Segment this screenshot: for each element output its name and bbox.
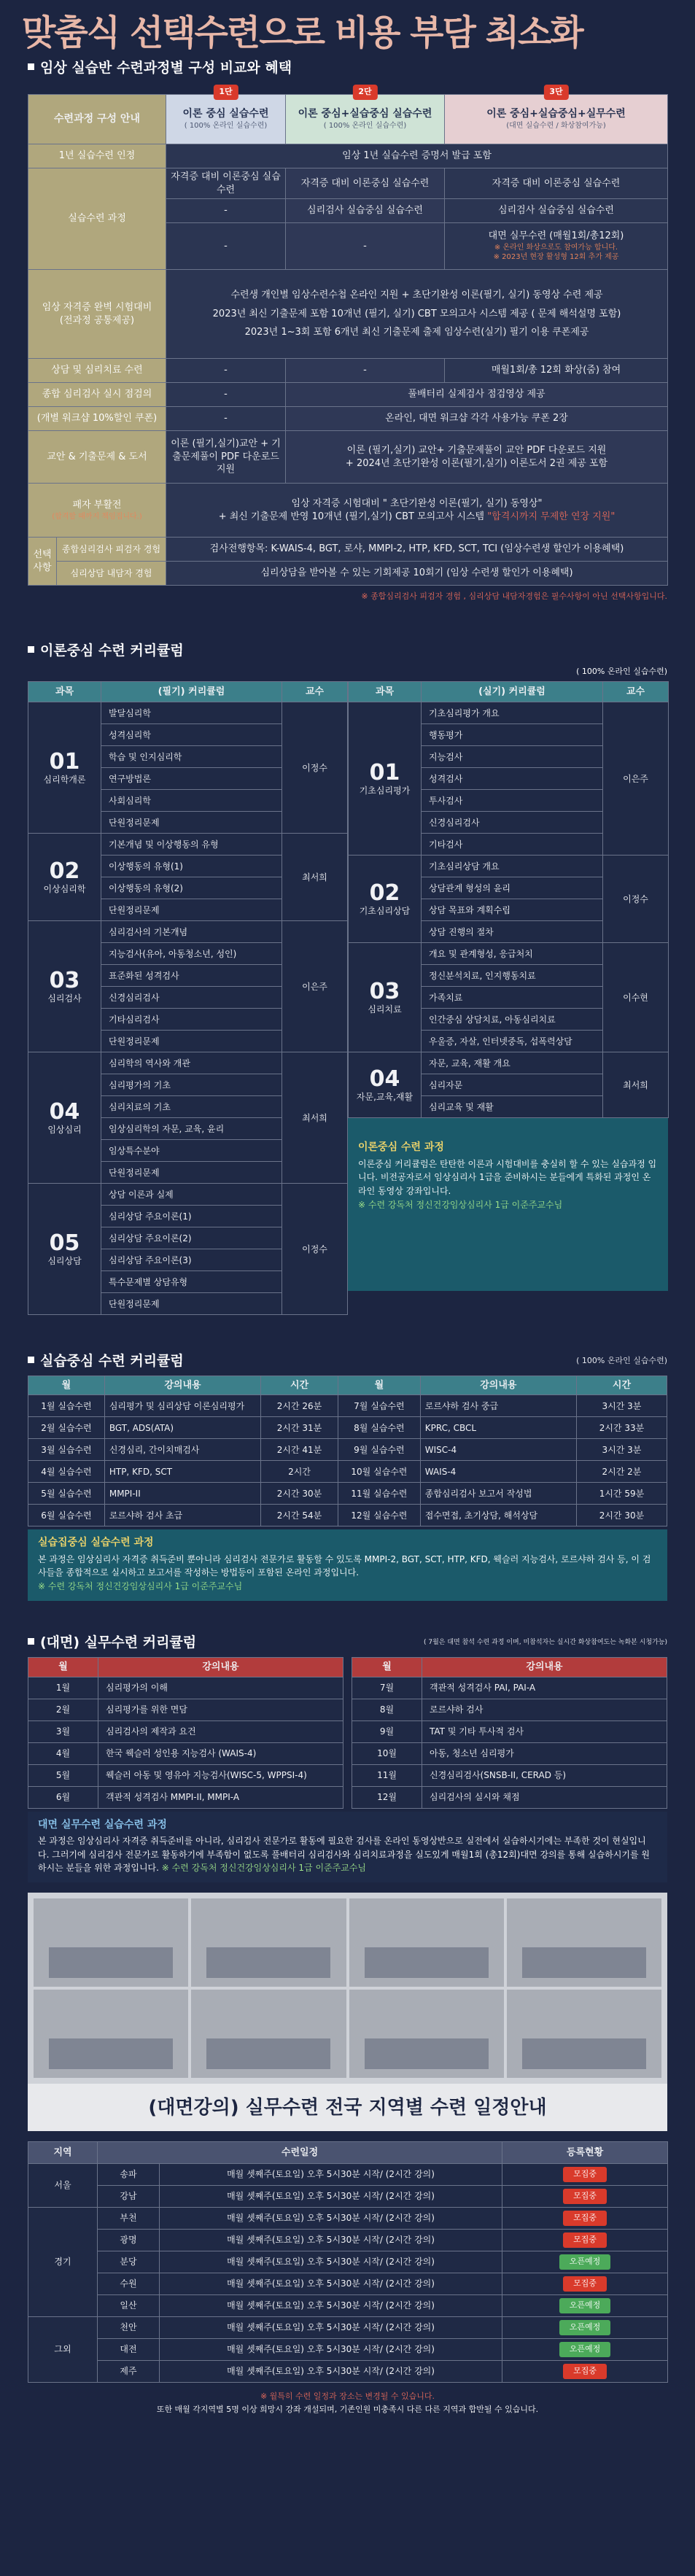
written-curriculum: 과목 (필기) 커리큘럼 교수 01 심리학개론 발달심리학 이정수 성격심리학 학습 및 인지심리학 연구방법론 사회심리학 단원정리문제 02 이상심리학 기본개념 및 이상행동의 유형 최서희 이상행동의 유형(1) 이상행동의 유형(2) 단원정리문제 03 심리검사 심리검사의 기본개념 이은주 지능검사(유아, 아동청소년, 성인) 표준화된 성격검사 신경심리검사 기타심리검사 단원정리문제 04 임상심리 심리학의 역사와 개관 최서희 심리평가의 기초 심리치료의 기초 임상심리학의 자문, 교육, 윤리 임상특수분야 단원정리문제 05 심리상담 상담 이론과 실제 이정수 심리상담 주요이론(1) 심리상담 주요이론(2) 심리상담 주요이론(3) 특수문제별 상담유형 단원정리문제 (28, 681, 348, 1315)
section-title: 이론중심 수련 커리큘럼 (28, 634, 667, 665)
square-bullet-icon (28, 63, 34, 70)
curriculum-item: 성격심리학 (101, 724, 282, 746)
row-header-pass: 패자 부활전 (합격할 때까지 책임집니다.) (28, 484, 166, 538)
curriculum-item: 정신분석치료, 인지행동치료 (422, 965, 603, 987)
table-row (28, 2251, 668, 2273)
status-badge[interactable]: 오픈예정 (559, 2342, 611, 2357)
professor-cell: 이정수 (603, 856, 669, 943)
row-header-book: 교안 & 기출문제 & 도서 (28, 431, 166, 484)
curriculum-item: 심리교육 및 재활 (422, 1096, 603, 1118)
curriculum-item: 임상특수분야 (101, 1140, 282, 1162)
schedule-cell: 매월 셋째주(토요일) 오후 5시30분 시작/ (2시간 강의) (160, 2273, 502, 2295)
schedule-cell: 매월 셋째주(토요일) 오후 5시30분 시작/ (2시간 강의) (160, 2164, 502, 2186)
section-title: 실습중심 수련 커리큘럼 ( 100% 온라인 실습수련) (28, 1344, 667, 1376)
subject-cell: 02 기초심리상담 (349, 856, 422, 943)
professor-cell: 이수현 (603, 943, 669, 1052)
schedule-cell: 매월 셋째주(토요일) 오후 5시30분 시작/ (2시간 강의) (160, 2251, 502, 2273)
curriculum-item: 개요 및 관계형성, 응급처치 (422, 943, 603, 965)
practice-info-box: 실습집중심 실습수련 과정 본 과정은 임상심리사 자격증 취득준비 뿐아니라 심리검사 전문가로 활동할 수 있도록 MMPI-2, BGT, SCT, HTP, KFD, 웩슬러 지능검사, 로르샤하 검사 등, 이 검사들을 종합적으로 실시하고 보고서를 작성하는 방법등이 포함된 온라인 과정입니다. ※ 수련 강독처 정신건강임상심리사 1급 이준주교수님 (28, 1529, 667, 1600)
table-row (28, 834, 348, 856)
curriculum-item: 표준화된 성격검사 (101, 965, 282, 987)
table-row: 4월 한국 웩슬러 성인용 지능검사 (WAIS-4) (28, 1742, 343, 1764)
table-row (349, 702, 669, 724)
section-inperson-curriculum (0, 1626, 695, 1882)
row-header-consult: 상담 및 심리치료 수련 (28, 359, 166, 383)
region-cell: 그외 (28, 2317, 98, 2383)
city-cell: 광명 (98, 2230, 160, 2251)
curriculum-item: 심리자문 (422, 1074, 603, 1096)
region-cell: 서울 (28, 2164, 98, 2208)
professor-cell: 이은주 (603, 702, 669, 856)
subject-cell: 04 자문,교육,재활 (349, 1052, 422, 1118)
inperson-table-left: 월 강의내용 1월 심리평가의 이해 2월 심리평가를 위한 면담 3월 심리검사의 제작과 요건 4월 한국 웩슬러 성인용 지능검사 (WAIS-4) 5월 웩슬러 아동 및 영유아 지능검사(WISC-5, WPPSI-4) 6월 객관적 성격검사 MMPI-II, MMPI-A (28, 1657, 343, 1809)
table-row (28, 921, 348, 943)
table-row (28, 2295, 668, 2317)
curriculum-item: 상담관계 형성의 윤리 (422, 877, 603, 899)
table-row: 1월 심리평가의 이해 (28, 1677, 343, 1699)
class-photo (191, 1898, 346, 1987)
status-badge[interactable]: 모집중 (563, 2364, 607, 2379)
subject-cell: 01 기초심리평가 (349, 702, 422, 856)
curriculum-item: 학습 및 인지심리학 (101, 746, 282, 768)
row-header-course: 실습수련 과정 (28, 168, 166, 270)
table-row (28, 2339, 668, 2361)
curriculum-item: 인간중심 상담치료, 아동심리치료 (422, 1009, 603, 1031)
status-badge[interactable]: 모집중 (563, 2189, 607, 2204)
class-photo (34, 1990, 188, 2078)
curriculum-item: 기본개념 및 이상행동의 유형 (101, 834, 282, 856)
curriculum-item: 신경심리검사 (101, 987, 282, 1009)
curriculum-item: 연구방법론 (101, 768, 282, 790)
curriculum-item: 지능검사(유아, 아동청소년, 성인) (101, 943, 282, 965)
table-row: 3월 실습수련 신경심리, 간이치매검사 2시간 41분 9월 실습수련 WISC-4 3시간 3분 (28, 1439, 667, 1461)
curriculum-item: 지능검사 (422, 746, 603, 768)
schedule-cell: 매월 셋째주(토요일) 오후 5시30분 시작/ (2시간 강의) (160, 2230, 502, 2251)
section-theory-curriculum: 이론중심 수련 커리큘럼 ( 100% 온라인 실습수련) 과목 (필기) 커리큘럼 교수 01 심리학개론 발달심리학 이정수 성격심리학 학습 및 인지심리학 연구방법론 사회심리학 단원정리문제 02 이상심리학 기본개념 및 이상행동의 유형 최서희 이상행동의 유형(1) 이상행동의 유형(2) 단원정리문제 03 심리검사 심리검사의 기본개념 이은주 지능검사(유아, 아동청소년, 성인) 표준화된 성격검사 신경심리검사 기타심리검사 단원정리문제 04 임상심리 심리학의 역사와 개관 최서희 심리평가의 기초 심리치료의 기초 임상심리학의 자문, 교육, 윤리 임상특수분야 단원정리문제 05 심리상담 상담 이론과 실제 이정수 심리상담 주요이론(1) 심리상담 주요이론(2) 심리상담 주요이론(3) 특수문제별 상담유형 단원정리문제 과목 (실기) 커리큘럼 교수 01 기초심리평가 기초심리평가 개요 이은주 행동평가 지능검사 성격검사 투사검사 신경심리검사 기타검사 02 기초심리상담 기초심리상담 개요 이정수 상담관계 형성의 윤리 상담 목표와 계획수립 상담 진행의 절차 03 심리치료 개요 및 관계형성, 응급처치 이수현 정신분석치료, 인지행동치료 가족치료 인간중심 상담치료, 아동심리치료 우울증, 자살, 인터넷중독, 섭폭력상담 04 자문,교육,재활 자문, 교육, 재활 개요 최서희 심리자문 심리교육 및 재활 이론중심 수련 과정 이론중심 커리큘럼은 탄탄한 이론과 시험대비를 충실히 할 수 있는 실습과정 입니다. 비전공자로서 임상심리사 1급을 준비하시는 분들에게 특화된 과정인 온라인 동영상 강좌입니다. ※ 수련 강독처 정신건강임상심리사 1급 이준주교수님 (0, 634, 695, 1315)
table-row: 5월 실습수련 MMPI-II 2시간 30분 11월 실습수련 종합심리검사 보고서 작성법 1시간 59분 (28, 1483, 667, 1505)
professor-cell: 최서희 (282, 834, 348, 921)
class-photo (34, 1898, 188, 1987)
inperson-info-box: 대면 실무수련 실습수련 과정 본 과정은 임상심리사 자격증 취득준비를 아니라, 심리검사 전문가로 활동에 필요한 검사를 온라인 동영상반으로 실전에서 실습하시기에는 부족한 것이 현실입니다. 그러기에 심리검사 전문가로 활동하기에 부족함이 없도록 풀배터리 심리검사와 심리치료과정을 실도있게 매월1회 (총12회)대면 강의를 통해 실습하시기를 원하시는 분들을 위한 과정입니다. ※ 수련 강독처 정신건강임상심리사 1급 이준주교수님 (28, 1812, 667, 1882)
table-row (28, 702, 348, 724)
table-row: 11월 신경심리검사(SNSB-II, CERAD 등) (352, 1764, 667, 1786)
curriculum-item: 자문, 교육, 재활 개요 (422, 1052, 603, 1074)
curriculum-item: 상담 진행의 절차 (422, 921, 603, 943)
table-row: 6월 실습수련 로르샤하 검사 초급 2시간 54분 12월 실습수련 접수면접, 초기상담, 해석상담 2시간 30분 (28, 1505, 667, 1526)
city-cell: 대전 (98, 2339, 160, 2361)
schedule-table: 지역 수련일정 등록현황 서울 송파 매월 셋째주(토요일) 오후 5시30분 시작/ (2시간 강의) 모집중 강남 매월 셋째주(토요일) 오후 5시30분 시작/ (2시간 강의) 모집중 경기 부천 매월 셋째주(토요일) 오후 5시30분 시작/ (2시간 강의) 모집중 광명 매월 셋째주(토요일) 오후 5시30분 시작/ (2시간 강의) 모집중 분당 매월 셋째주(토요일) 오후 5시30분 시작/ (2시간 강의) 오픈예정 수원 매월 셋째주(토요일) 오후 5시30분 시작/ (2시간 강의) 모집중 일산 매월 셋째주(토요일) 오후 5시30분 시작/ (2시간 강의) 오픈예정 그외 천안 매월 셋째주(토요일) 오후 5시30분 시작/ (2시간 강의) 오픈예정 대전 매월 셋째주(토요일) 오후 5시30분 시작/ (2시간 강의) 오픈예정 제주 매월 셋째주(토요일) 오후 5시30분 시작/ (2시간 강의) 모집중 (28, 2141, 668, 2383)
curriculum-item: 단원정리문제 (101, 1162, 282, 1184)
col-header-tier2: 2단 이론 중심+실습중심 실습수련 ( 100% 온라인 실습수련) (286, 95, 445, 144)
city-cell: 부천 (98, 2208, 160, 2230)
curriculum-item: 단원정리문제 (101, 899, 282, 921)
professor-cell: 이정수 (282, 702, 348, 834)
status-badge[interactable]: 모집중 (563, 2211, 607, 2226)
curriculum-item: 심리검사의 기본개념 (101, 921, 282, 943)
section-schedule (0, 1893, 695, 2423)
table-row: 3월 심리검사의 제작과 요건 (28, 1720, 343, 1742)
subject-cell: 02 이상심리학 (28, 834, 101, 921)
curriculum-item: 단원정리문제 (101, 1293, 282, 1315)
optional-footnote: ※ 종합심리검사 피검자 경험 , 심리상담 내담자경험은 필수사항이 아닌 선택사항입니다. (361, 591, 667, 602)
table-row (28, 2186, 668, 2208)
city-cell: 일산 (98, 2295, 160, 2317)
curriculum-item: 가족치료 (422, 987, 603, 1009)
table-row (28, 1052, 348, 1074)
table-row (28, 2317, 668, 2339)
schedule-cell: 매월 셋째주(토요일) 오후 5시30분 시작/ (2시간 강의) (160, 2295, 502, 2317)
curriculum-item: 단원정리문제 (101, 1031, 282, 1052)
practice-table: 월 강의내용 시간 월 강의내용 시간 1월 실습수련 심리평가 및 심리상담 이론심리평가 2시간 26분 7월 실습수련 로르샤하 검사 중급 3시간 3분 2월 실습수련 BGT, ADS(ATA) 2시간 31분 8월 실습수련 KPRC, CBCL 2시간 33분 3월 실습수련 신경심리, 간이치매검사 2시간 41분 9월 실습수련 WISC-4 3시간 3분 4월 실습수련 HTP, KFD, SCT 2시간 10월 실습수련 WAIS-4 2시간 2분 5월 실습수련 MMPI-II 2시간 30분 11월 실습수련 종합심리검사 보고서 작성법 1시간 59분 6월 실습수련 로르샤하 검사 초급 2시간 54분 12월 실습수련 접수면접, 초기상담, 해석상담 2시간 30분 (28, 1376, 667, 1526)
status-badge[interactable]: 모집중 (563, 2276, 607, 2292)
curriculum-item: 심리학의 역사와 개관 (101, 1052, 282, 1074)
status-badge[interactable]: 모집중 (563, 2167, 607, 2182)
table-row (349, 1052, 669, 1074)
table-row (28, 2230, 668, 2251)
square-bullet-icon (28, 1638, 34, 1645)
section-practice-curriculum (0, 1344, 695, 1600)
theory-info-box: 이론중심 수련 과정 이론중심 커리큘럼은 탄탄한 이론과 시험대비를 충실히 할 수 있는 실습과정 입니다. 비전공자로서 임상심리사 1급을 준비하시는 분들에게 특화된 과정인 온라인 동영상 강좌입니다. ※ 수련 강독처 정신건강임상심리사 1급 이준주교수님 (348, 1118, 668, 1291)
status-badge[interactable]: 오픈예정 (559, 2254, 611, 2270)
row-header-cert: 1년 실습수련 인정 (28, 144, 166, 168)
class-photo (507, 1990, 661, 2078)
status-badge[interactable]: 모집중 (563, 2232, 607, 2248)
curriculum-item: 사회심리학 (101, 790, 282, 812)
class-photo (349, 1898, 504, 1987)
status-badge[interactable]: 오픈예정 (559, 2298, 611, 2313)
curriculum-item: 이상행동의 유형(1) (101, 856, 282, 877)
city-cell: 천안 (98, 2317, 160, 2339)
curriculum-item: 행동평가 (422, 724, 603, 746)
professor-cell: 최서희 (282, 1052, 348, 1184)
schedule-cell: 매월 셋째주(토요일) 오후 5시30분 시작/ (2시간 강의) (160, 2361, 502, 2383)
schedule-cell: 매월 셋째주(토요일) 오후 5시30분 시작/ (2시간 강의) (160, 2317, 502, 2339)
curriculum-item: 심리상담 주요이론(3) (101, 1249, 282, 1271)
table-row: 12월 심리검사의 실시와 채점 (352, 1786, 667, 1808)
schedule-cell: 매월 셋째주(토요일) 오후 5시30분 시작/ (2시간 강의) (160, 2208, 502, 2230)
square-bullet-icon (28, 1357, 34, 1363)
curriculum-item: 신경심리검사 (422, 812, 603, 834)
row-header-coupon: (개별 워크샵 10%할인 쿠폰) (28, 407, 166, 431)
curriculum-item: 투사검사 (422, 790, 603, 812)
table-row: 8월 로르샤하 검사 (352, 1699, 667, 1720)
subject-cell: 03 심리치료 (349, 943, 422, 1052)
curriculum-item: 성격검사 (422, 768, 603, 790)
schedule-notes: ※ 월특히 수련 일정과 장소는 변경될 수 있습니다. 또한 매월 각지역별 5명 이상 희망시 강좌 개설되며, 기존인원 미충족시 다른 다른 지역과 합반될 수 있습니다. (156, 2391, 539, 2414)
curriculum-item: 이상행동의 유형(2) (101, 877, 282, 899)
table-row (28, 2361, 668, 2383)
practical-curriculum: 과목 (실기) 커리큘럼 교수 01 기초심리평가 기초심리평가 개요 이은주 행동평가 지능검사 성격검사 투사검사 신경심리검사 기타검사 02 기초심리상담 기초심리상담 개요 이정수 상담관계 형성의 윤리 상담 목표와 계획수립 상담 진행의 절차 03 심리치료 개요 및 관계형성, 응급처치 이수현 정신분석치료, 인지행동치료 가족치료 인간중심 상담치료, 아동심리치료 우울증, 자살, 인터넷중독, 섭폭력상담 04 자문,교육,재활 자문, 교육, 재활 개요 최서희 심리자문 심리교육 및 재활 (348, 681, 669, 1118)
curriculum-item: 기초심리평가 개요 (422, 702, 603, 724)
subject-cell: 05 심리상담 (28, 1184, 101, 1315)
schedule-cell: 매월 셋째주(토요일) 오후 5시30분 시작/ (2시간 강의) (160, 2339, 502, 2361)
curriculum-item: 기타검사 (422, 834, 603, 856)
table-row: 7월 객관적 성격검사 PAI, PAI-A (352, 1677, 667, 1699)
section-title: (대면) 실무수련 커리큘럼 ( 7월은 대면 참석 수련 과정 이며, 미참석자는 실시간 화상참여도는 녹화본 시청가능) (28, 1626, 667, 1657)
curriculum-item: 특수문제별 상담유형 (101, 1271, 282, 1293)
curriculum-item: 상담 이론과 실제 (101, 1184, 282, 1206)
curriculum-item: 우울증, 자살, 인터넷중독, 섭폭력상담 (422, 1031, 603, 1052)
table-row: 2월 실습수련 BGT, ADS(ATA) 2시간 31분 8월 실습수련 KPRC, CBCL 2시간 33분 (28, 1417, 667, 1439)
table-row: 6월 객관적 성격검사 MMPI-II, MMPI-A (28, 1786, 343, 1808)
city-cell: 분당 (98, 2251, 160, 2273)
city-cell: 제주 (98, 2361, 160, 2383)
table-row (28, 2164, 668, 2186)
professor-cell: 최서희 (603, 1052, 669, 1118)
square-bullet-icon (28, 646, 34, 653)
table-row: 4월 실습수련 HTP, KFD, SCT 2시간 10월 실습수련 WAIS-4 2시간 2분 (28, 1461, 667, 1483)
section-title: 임상 실습반 수련과정별 구성 비교와 혜택 (28, 51, 667, 82)
table-row (349, 943, 669, 965)
row-header-feedback: 종합 심리검사 실시 점검의 (28, 383, 166, 407)
schedule-title: (대면강의) 실무수련 전국 지역별 수련 일정안내 (28, 2084, 667, 2131)
page-headline: 맞춤식 선택수련으로 비용 부담 최소화 (22, 12, 583, 51)
class-photo (191, 1990, 346, 2078)
city-cell: 강남 (98, 2186, 160, 2208)
section-comparison (0, 51, 695, 602)
curriculum-item: 심리치료의 기초 (101, 1096, 282, 1118)
col-header-tier3: 3단 이론 중심+실습중심+실무수련 (대면 실습수련 / 화상참여가능) (445, 95, 668, 144)
curriculum-item: 기타심리검사 (101, 1009, 282, 1031)
table-row: 10월 아동, 청소년 심리평가 (352, 1742, 667, 1764)
table-row (349, 856, 669, 877)
region-cell: 경기 (28, 2208, 98, 2317)
city-cell: 수원 (98, 2273, 160, 2295)
col-header-tier1: 1단 이론 중심 실습수련 ( 100% 온라인 실습수련) (166, 95, 286, 144)
class-photo (507, 1898, 661, 1987)
subject-cell: 01 심리학개론 (28, 702, 101, 834)
table-row: 5월 웩슬러 아동 및 영유아 지능검사(WISC-5, WPPSI-4) (28, 1764, 343, 1786)
curriculum-item: 발달심리학 (101, 702, 282, 724)
curriculum-item: 단원정리문제 (101, 812, 282, 834)
curriculum-item: 상담 목표와 계획수립 (422, 899, 603, 921)
class-photo (349, 1990, 504, 2078)
table-row (28, 1184, 348, 1206)
curriculum-item: 심리상담 주요이론(2) (101, 1227, 282, 1249)
status-badge[interactable]: 오픈예정 (559, 2320, 611, 2335)
row-header-exam: 임상 자격증 완벽 시험대비 (전과정 공통제공) (28, 270, 166, 359)
table-row (28, 2273, 668, 2295)
class-photos (28, 1893, 667, 2084)
comparison-table: 수련과정 구성 안내 1단 이론 중심 실습수련 ( 100% 온라인 실습수련) 2단 이론 중심+실습중심 실습수련 ( 100% 온라인 실습수련) 3단 이론 중심+실습중심+실무수련 (대면 실습수련 / 화상참여가능) 1년 실습수련 인정 임상 1년 실습수련 증명서 발급 포함 실습수련 과정 자격증 대비 이론중심 실습수련 자격증 대비 이론중심 실습수련 자격증 대비 이론중심 실습수련 - 심리검사 실습중심 실습수련 심리검사 실습중심 실습수련 - - 대면 실무수련 (매월1회/총12회) ※ 온라인 화상으로도 참여가능 합니다. ※ 2023년 현장 활성형 12회 추가 제공 임상 자격증 완벽 시험대비 (전과정 공통제공) 수련생 개인별 임상수련수첩 온라인 지원 + 초단기완성 이론(필기, 실기) 동영상 수련 제공 2023년 최신 기출문제 포함 10개년 (필기, 실기) CBT 모의고사 시스템 제공 ( 문제 해석설명 포함) 2023년 1~3회 포함 6개년 최신 기출문제 출제 임상수련(실기) 필기 이용 쿠폰제공 상담 및 심리치료 수련 - - 매월1회/총 12회 화상(줌) 참여 종합 심리검사 실시 점검의 - 풀배터리 실제검사 점검영상 제공 (개별 워크샵 10%할인 쿠폰) - 온라인, 대면 워크샵 각각 사용가능 쿠폰 2장 교안 & 기출문제 & 도서 이론 (필기,실기)교안 + 기출문제풀이 PDF 다운로드 지원 이론 (필기,실기) 교안+ 기출문제풀이 교안 PDF 다운로드 지원 + 2024년 초단기완성 이론(필기,실기) 이론도서 2권 제공 포함 패자 부활전 (합격할 때까지 책임집니다.) 임상 자격증 시험대비 " 초단기완성 이론(필기, 실기) 동영상" + 최신 기출문제 반영 10개년 (필기,실기) CBT 모의고사 시스템 "합격시까지 무제한 연장 지원" 선택 사항 종합심리검사 피검자 경험 검사전행항목: K-WAIS-4, BGT, 로샤, MMPI-2, HTP, KFD, SCT, TCI (임상수련생 할인가 이용혜택) 심리상담 내담자 경험 심리상담을 받아볼 수 있는 기회제공 10회기 (임상 수련생 할인가 이용혜택) (28, 94, 668, 586)
subject-cell: 03 심리검사 (28, 921, 101, 1052)
professor-cell: 이정수 (282, 1184, 348, 1315)
schedule-cell: 매월 셋째주(토요일) 오후 5시30분 시작/ (2시간 강의) (160, 2186, 502, 2208)
table-row (28, 2208, 668, 2230)
curriculum-item: 심리상담 주요이론(1) (101, 1206, 282, 1227)
col-header-plan: 수련과정 구성 안내 (28, 95, 166, 144)
curriculum-item: 심리평가의 기초 (101, 1074, 282, 1096)
table-row: 9월 TAT 및 기타 투사적 검사 (352, 1720, 667, 1742)
subject-cell: 04 임상심리 (28, 1052, 101, 1184)
table-row: 1월 실습수련 심리평가 및 심리상담 이론심리평가 2시간 26분 7월 실습수련 로르샤하 검사 중급 3시간 3분 (28, 1395, 667, 1417)
row-header-optional: 선택 사항 (28, 538, 57, 586)
curriculum-item: 임상심리학의 자문, 교육, 윤리 (101, 1118, 282, 1140)
inperson-table-right: 월 강의내용 7월 객관적 성격검사 PAI, PAI-A 8월 로르샤하 검사 9월 TAT 및 기타 투사적 검사 10월 아동, 청소년 심리평가 11월 신경심리검사(SNSB-II, CERAD 등) 12월 심리검사의 실시와 채점 (352, 1657, 667, 1809)
curriculum-item: 기초심리상담 개요 (422, 856, 603, 877)
table-row: 2월 심리평가를 위한 면담 (28, 1699, 343, 1720)
theory-curriculum-table (28, 681, 667, 1315)
professor-cell: 이은주 (282, 921, 348, 1052)
city-cell: 송파 (98, 2164, 160, 2186)
